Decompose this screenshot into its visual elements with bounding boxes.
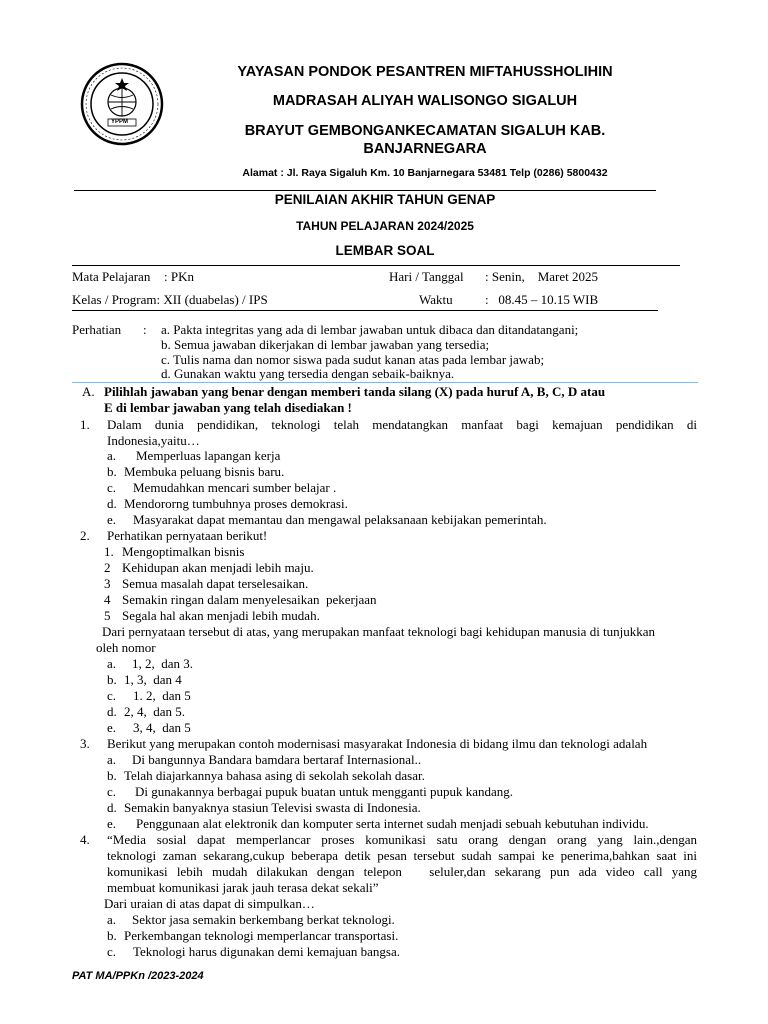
option-text: Sektor jasa semakin berkembang berkat teknologi. — [132, 912, 395, 927]
option-letter: b. — [107, 672, 117, 687]
option-text: Memperluas lapangan kerja — [136, 448, 281, 463]
school-location-2: BANJARNEGARA — [363, 141, 487, 157]
question-stem-cont: Indonesia,yaitu… — [107, 433, 200, 448]
foundation-name: YAYASAN PONDOK PESANTREN MIFTAHUSSHOLIHIN — [237, 64, 613, 80]
day-label: Hari / Tanggal — [389, 269, 464, 284]
option-text: Di gunakannya berbagai pupuk buatan untuk mengganti pupuk kandang. — [135, 784, 513, 799]
option-letter: e. — [107, 512, 117, 527]
school-location: BRAYUT GEMBONGANKECAMATAN SIGALUH KAB. — [244, 123, 606, 139]
day-value: : Senin, Maret 2025 — [485, 269, 599, 284]
option-letter: c. — [107, 784, 117, 799]
option-text: Semakin banyaknya stasiun Televisi swasta di Indonesia. — [124, 800, 421, 815]
option-letter: a. — [107, 448, 117, 463]
time-label: Waktu — [419, 292, 453, 307]
question-quote: membuat komunikasi jarak jauh terasa dekat sekali” — [107, 880, 379, 895]
question-stem: Berikut yang merupakan contoh modernisasi masyarakat Indonesia di bidang ilmu dan teknologi adalah — [107, 736, 648, 751]
option-letter: e. — [107, 720, 117, 735]
question-number: 2. — [80, 528, 90, 543]
question-quote: teknologi zaman sekarang,cukup beberapa detik pesan tersebut sudah sampai ke penerima,bahkan saat ini — [107, 848, 697, 863]
subject-label: Mata Pelajaran — [72, 269, 151, 284]
question-number: 1. — [80, 417, 90, 432]
section-instruction-2: E di lembar jawaban yang telah disediakan ! — [104, 400, 352, 415]
notice-item: c. Tulis nama dan nomor siswa pada sudut kanan atas pada lembar jawab; — [161, 352, 545, 367]
question-stem: Perhatikan pernyataan berikut! — [107, 528, 268, 543]
option-text: 2, 4, dan 5. — [124, 704, 186, 719]
option-text: Penggunaan alat elektronik dan komputer serta internet sudah menjadi sebuah kebutuhan individu. — [136, 816, 649, 831]
option-text: 1, 3, dan 4 — [124, 672, 182, 687]
option-letter: a. — [107, 912, 117, 927]
option-letter: d. — [107, 496, 117, 511]
option-text: Mendororng tumbuhnya proses demokrasi. — [124, 496, 348, 511]
option-text: Teknologi harus digunakan demi kemajuan bangsa. — [133, 944, 400, 959]
statement-text: Semakin ringan dalam menyelesaikan pekerjaan — [122, 592, 377, 607]
option-text: Membuka peluang bisnis baru. — [124, 464, 285, 479]
section-instruction: Pilihlah jawaban yang benar dengan memberi tanda silang (X) pada huruf A, B, C, D atau — [104, 384, 606, 399]
statement-text: Segala hal akan menjadi lebih mudah. — [122, 608, 320, 623]
section-divider — [72, 382, 698, 383]
statement-number: 2 — [104, 560, 111, 575]
option-letter: a. — [107, 656, 117, 671]
school-address: Alamat : Jl. Raya Sigaluh Km. 10 Banjarnegara 53481 Telp (0286) 5800432 — [242, 167, 608, 179]
notice-colon: : — [143, 322, 147, 337]
notice-item: a. Pakta integritas yang ada di lembar jawaban untuk dibaca dan ditandatangani; — [161, 322, 579, 337]
option-letter: d. — [107, 704, 117, 719]
class-label: Kelas / Program: XII (duabelas) / IPS — [72, 292, 268, 307]
exam-title: PENILAIAN AKHIR TAHUN GENAP — [274, 192, 496, 207]
option-letter: b. — [107, 768, 117, 783]
statement-number: 3 — [104, 576, 111, 591]
school-name: MADRASAH ALIYAH WALISONGO SIGALUH — [272, 93, 578, 109]
option-letter: b. — [107, 928, 117, 943]
option-text: 3, 4, dan 5 — [133, 720, 191, 735]
statement-number: 5 — [104, 608, 111, 623]
info-bottom-rule — [72, 310, 658, 311]
time-value: : 08.45 – 10.15 WIB — [485, 292, 599, 307]
sheet-title: LEMBAR SOAL — [335, 243, 435, 258]
question-number: 3. — [80, 736, 90, 751]
statement-text: Kehidupan akan menjadi lebih maju. — [122, 560, 314, 575]
option-text: 1, 2, dan 3. — [132, 656, 194, 671]
option-text: Perkembangan teknologi memperlancar transportasi. — [124, 928, 399, 943]
question-quote: komunikasi lebih mudah dilakukan dengan telepon seluler,dan sekarang pun ada video call yang — [107, 864, 697, 879]
option-text: Telah diajarkannya bahasa asing di sekolah sekolah dasar. — [124, 768, 425, 783]
statement-number: 1. — [104, 544, 114, 559]
option-text: Memudahkan mencari sumber belajar . — [133, 480, 337, 495]
statement-text: Mengoptimalkan bisnis — [122, 544, 245, 559]
option-letter: d. — [107, 800, 117, 815]
option-letter: c. — [107, 688, 117, 703]
question-quote: “Media sosial dapat memperlancar proses komunikasi satu orang dengan orang yang lain.,dengan — [107, 832, 697, 847]
option-letter: e. — [107, 816, 117, 831]
question-prompt: Dari pernyataan tersebut di atas, yang merupakan manfaat teknologi bagi kehidupan manusia di tunjukkan — [102, 624, 656, 639]
exam-year: TAHUN PELAJARAN 2024/2025 — [296, 219, 474, 233]
school-logo — [80, 62, 164, 146]
question-prompt: Dari uraian di atas dapat di simpulkan… — [104, 896, 315, 911]
section-letter: A. — [82, 384, 95, 399]
page-footer: PAT MA/PPKn /2023-2024 — [72, 970, 204, 982]
question-number: 4. — [80, 832, 90, 847]
option-letter: c. — [107, 480, 117, 495]
option-text: Masyarakat dapat memantau dan mengawal pelaksanaan kebijakan pemerintah. — [133, 512, 547, 527]
notice-label: Perhatian — [72, 322, 122, 337]
header-divider — [74, 190, 656, 191]
option-text: 1. 2, dan 5 — [133, 688, 191, 703]
question-prompt-cont: oleh nomor — [96, 640, 156, 655]
statement-text: Semua masalah dapat terselesaikan. — [122, 576, 309, 591]
info-top-rule — [72, 265, 680, 266]
logo-text: YPPM — [111, 119, 129, 125]
subject-value: : PKn — [164, 269, 194, 284]
notice-item: b. Semua jawaban dikerjakan di lembar jawaban yang tersedia; — [161, 337, 490, 352]
option-text: Di bangunnya Bandara bamdara bertaraf Internasional.. — [132, 752, 422, 767]
option-letter: a. — [107, 752, 117, 767]
option-letter: b. — [107, 464, 117, 479]
option-letter: c. — [107, 944, 117, 959]
notice-item: d. Gunakan waktu yang tersedia dengan sebaik-baiknya. — [161, 366, 455, 381]
statement-number: 4 — [104, 592, 111, 607]
question-stem: Dalam dunia pendidikan, teknologi telah mendatangkan manfaat bagi kemajuan pendidikan di — [107, 417, 697, 432]
